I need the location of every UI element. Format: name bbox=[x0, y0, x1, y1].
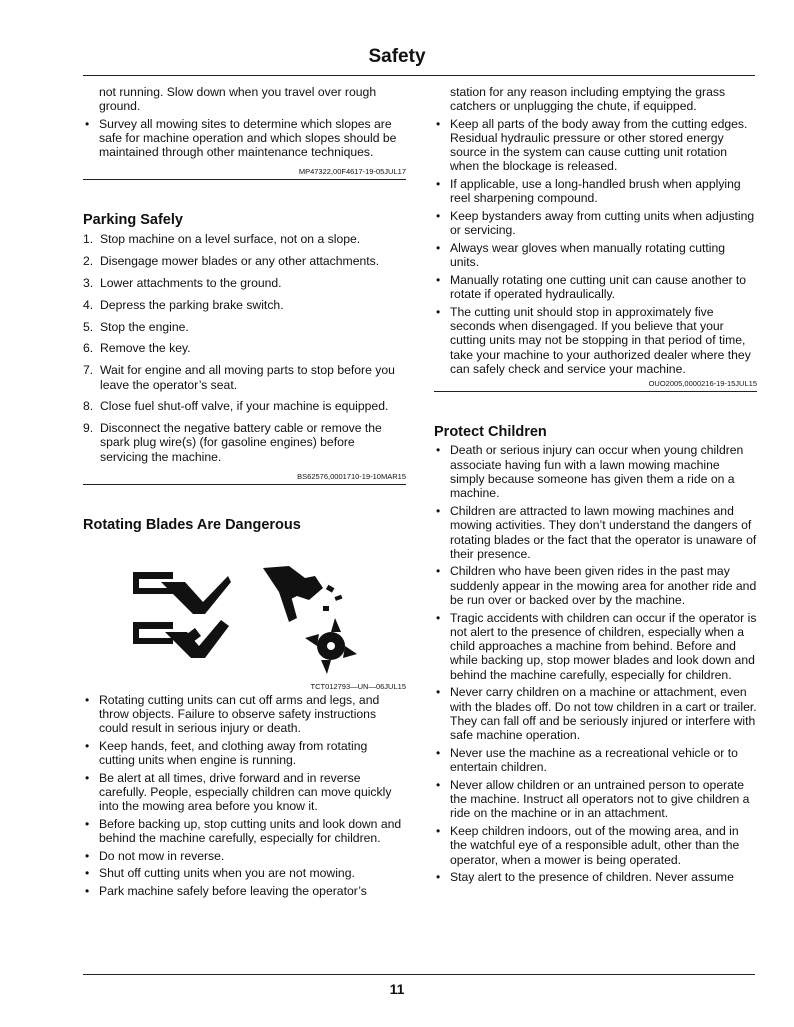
step-text: Stop the engine. bbox=[100, 319, 189, 334]
step-text: Remove the key. bbox=[100, 341, 191, 356]
section-title-protect-children: Protect Children bbox=[434, 424, 547, 441]
section-title-rotating-blades: Rotating Blades Are Dangerous bbox=[83, 516, 301, 533]
list-item: • Children who have been given rides in the past may suddenly appear in the mowing area for another ride and be run over or backed over by the machine. bbox=[434, 564, 757, 607]
step-text: Close fuel shut-off valve, if your machine is equipped. bbox=[100, 399, 389, 414]
list-item bbox=[83, 320, 406, 334]
list-item: • Keep children indoors, out of the mowing area, and in the watchful eye of a responsible adult, other than the operator, when a mower is being operated. bbox=[434, 824, 757, 867]
step-text: Lower attachments to the ground. bbox=[100, 276, 282, 291]
page-title: Safety bbox=[368, 46, 426, 67]
list-item: • Survey all mowing sites to determine which slopes are safe for machine operation and which slopes should be maintained through other maintenance techniques. bbox=[83, 117, 406, 160]
reference-code: OUO2005,0000216-19-15JUL15 bbox=[434, 379, 757, 392]
footer-rule bbox=[83, 974, 755, 975]
cutting-bullet-list bbox=[434, 117, 757, 377]
list-item bbox=[83, 421, 406, 464]
section-title-parking: Parking Safely bbox=[83, 212, 183, 229]
step-text: Disconnect the negative battery cable or remove the spark plug wire(s) (for gasoline engines) before servicing the machine. bbox=[100, 421, 382, 464]
blade-hazard-pictogram bbox=[83, 562, 406, 682]
continued-text: station for any reason including emptying the grass catchers or unplugging the chute, if equipped. bbox=[450, 85, 726, 114]
list-item bbox=[83, 298, 406, 312]
list-item: • Never allow children or an untrained person to operate the machine. Instruct all operators not to give children a ride on the machine or in an attachment. bbox=[434, 778, 757, 821]
reference-code: BS62576,0001710-19-10MAR15 bbox=[83, 472, 406, 485]
list-item bbox=[83, 399, 406, 413]
page-number: 11 bbox=[389, 981, 405, 997]
intro-bullet-list bbox=[83, 117, 406, 160]
list-item: • If applicable, use a long-handled brush when applying reel sharpening compound. bbox=[434, 177, 757, 206]
continued-text: not running. Slow down when you travel over rough ground. bbox=[99, 85, 377, 114]
list-item: • Park machine safely before leaving the operator’s bbox=[83, 884, 406, 898]
rotating-blades-illustration bbox=[83, 562, 406, 682]
step-number: 9. bbox=[83, 421, 94, 436]
list-item: • Stay alert to the presence of children. Never assume bbox=[434, 870, 757, 884]
step-number: 5. bbox=[83, 319, 94, 334]
list-item bbox=[83, 254, 406, 268]
list-item: • Always wear gloves when manually rotating cutting units. bbox=[434, 241, 757, 270]
list-item bbox=[83, 232, 406, 246]
left-column bbox=[83, 85, 406, 901]
list-item: • Keep hands, feet, and clothing away from rotating cutting units when engine is running. bbox=[83, 739, 406, 768]
children-bullet-list bbox=[434, 443, 757, 884]
list-item: • Shut off cutting units when you are not mowing. bbox=[83, 866, 406, 880]
step-number: 8. bbox=[83, 399, 94, 414]
list-item: • Keep bystanders away from cutting units when adjusting or servicing. bbox=[434, 209, 757, 238]
step-text: Stop machine on a level surface, not on a slope. bbox=[100, 232, 361, 247]
step-text: Wait for engine and all moving parts to stop before you leave the operator’s seat. bbox=[100, 363, 395, 392]
list-item: • Tragic accidents with children can occur if the operator is not alert to the presence of children, especially when a child approaches a machine from behind. Before and while backing up, stop mower blades and look down and behind the machine carefully, especially for children. bbox=[434, 611, 757, 682]
blade-icon bbox=[263, 566, 357, 674]
header-rule bbox=[83, 75, 755, 76]
step-text: Depress the parking brake switch. bbox=[100, 297, 284, 312]
list-item: • The cutting unit should stop in approximately five seconds when disengaged. If you believe that your cutting units may not be stopping in that period of time, take your machine to your authorized dealer where they can safely check and service your machine. bbox=[434, 305, 757, 376]
step-number: 1. bbox=[83, 232, 94, 247]
step-number: 4. bbox=[83, 297, 94, 312]
list-item: • Before backing up, stop cutting units and look down and behind the machine carefully, especially for children. bbox=[83, 817, 406, 846]
list-item: • Never use the machine as a recreational vehicle or to entertain children. bbox=[434, 746, 757, 775]
rotating-bullet-list bbox=[83, 693, 406, 899]
list-item: • Manually rotating one cutting unit can cause another to rotate if operated hydraulically. bbox=[434, 273, 757, 302]
right-column bbox=[434, 85, 757, 888]
list-item: • Never carry children on a machine or attachment, even with the blades off. Do not tow children in a cart or trailer. They can fall off and be seriously injured or interfere with safe machine operation. bbox=[434, 685, 757, 742]
step-number: 7. bbox=[83, 363, 94, 378]
list-item: • Children are attracted to lawn mowing machines and mowing activities. They don’t understand the dangers of rotating blades or the fact that the operator is unaware of their presence. bbox=[434, 504, 757, 561]
step-text: Disengage mower blades or any other attachments. bbox=[100, 254, 380, 269]
parking-steps bbox=[83, 232, 406, 464]
list-item: • Be alert at all times, drive forward and in reverse carefully. People, especially children can move quickly into the mowing area before you know it. bbox=[83, 771, 406, 814]
reference-code: MP47322,00F4617-19-05JUL17 bbox=[83, 167, 406, 180]
step-number: 2. bbox=[83, 254, 94, 269]
step-number: 3. bbox=[83, 276, 94, 291]
hand-cut-icon bbox=[133, 572, 231, 658]
list-item bbox=[83, 363, 406, 392]
step-number: 6. bbox=[83, 341, 94, 356]
list-item: • Keep all parts of the body away from the cutting edges. Residual hydraulic pressure or other stored energy source in the system can cause cutting unit rotation when the blockage is released. bbox=[434, 117, 757, 174]
list-item: • Death or serious injury can occur when young children associate having fun with a lawn mowing machine simply because someone has given them a ride on a machine. bbox=[434, 443, 757, 500]
list-item: • Rotating cutting units can cut off arms and legs, and throw objects. Failure to observe safety instructions could result in serious injury or death. bbox=[83, 693, 406, 736]
image-reference: TCT012793—UN—06JUL15 bbox=[310, 681, 406, 691]
list-item bbox=[83, 276, 406, 290]
list-item bbox=[83, 341, 406, 355]
list-item: • Do not mow in reverse. bbox=[83, 849, 406, 863]
